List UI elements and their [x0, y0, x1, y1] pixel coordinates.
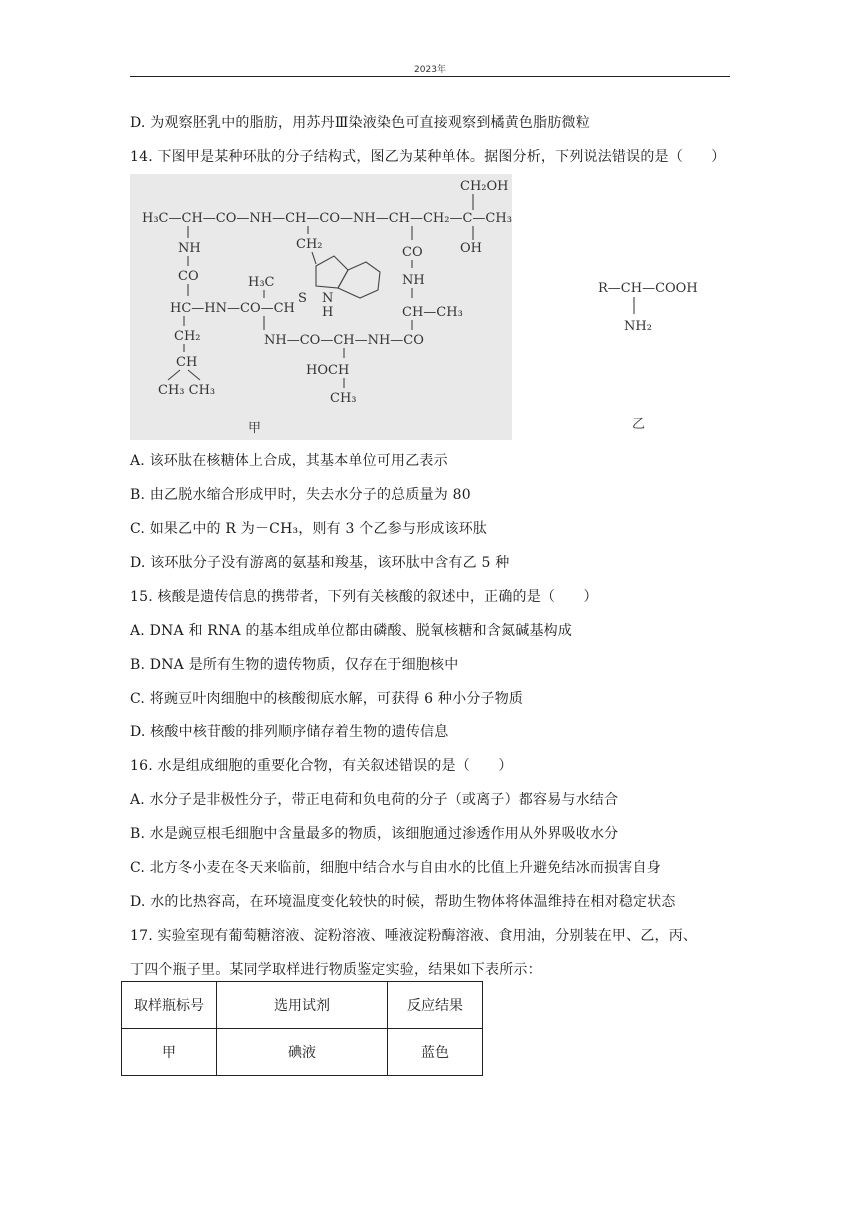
- q17-stem-line2: 丁四个瓶子里。某同学取样进行物质鉴定实验，结果如下表所示：: [130, 962, 542, 978]
- table-cell: 蓝色: [388, 1029, 483, 1076]
- table-cell: 碘液: [217, 1029, 388, 1076]
- q14-figure: [130, 174, 730, 442]
- q14-stem: 14. 下图甲是某种环肽的分子结构式，图乙为某种单体。据图分析，下列说法错误的是（ ）: [130, 149, 726, 165]
- q15-stem: 15. 核酸是遗传信息的携带者，下列有关核酸的叙述中，正确的是（ ）: [130, 589, 598, 605]
- formula-n-ring: N: [322, 291, 334, 306]
- q14-option-c: C. 如果乙中的 R 为－CH₃，则有 3 个乙参与形成该环肽: [130, 521, 488, 537]
- formula-ch-ch3-right: CH—CH₃: [402, 305, 463, 320]
- formula-ch2-left: CH₂: [174, 329, 201, 344]
- figure-jia-caption: 甲: [248, 421, 262, 436]
- formula-nh-right: NH: [402, 273, 425, 288]
- page-header-year: 2023年: [414, 65, 446, 75]
- q15-option-c: C. 将豌豆叶肉细胞中的核酸彻底水解，可获得 6 种小分子物质: [130, 691, 524, 707]
- q16-option-a: A. 水分子是非极性分子，带正电荷和负电荷的分子（或离子）都容易与水结合: [130, 792, 619, 808]
- q16-option-b: B. 水是豌豆根毛细胞中含量最多的物质，该细胞通过渗透作用从外界吸收水分: [130, 826, 619, 842]
- formula-h3c-mid: H₃C: [248, 275, 275, 290]
- q17-result-table: [121, 981, 483, 1076]
- q16-stem: 16. 水是组成细胞的重要化合物，有关叙述错误的是（ ）: [130, 758, 513, 774]
- formula-top-chain: H₃C—CH—CO—NH—CH—CO—NH—CH—CH₂—C—CH₃: [142, 211, 512, 226]
- formula-nh-left: NH: [178, 241, 201, 256]
- formula-co-left: CO: [178, 269, 199, 284]
- formula-co-right: CO: [402, 245, 423, 260]
- formula-ch3-bottom: CH₃: [330, 391, 357, 406]
- formula-h-ring: H: [322, 305, 334, 320]
- formula-bottom-chain: NH—CO—CH—NH—CO: [264, 333, 424, 348]
- q16-option-c: C. 北方冬小麦在冬天来临前，细胞中结合水与自由水的比值上升避免结冰而损害自身: [130, 860, 661, 876]
- figure-yi-caption: 乙: [632, 417, 646, 432]
- formula-ch2-mid: CH₂: [296, 237, 323, 252]
- table-header-cell: 反应结果: [388, 982, 483, 1029]
- formula-ch-left: CH: [176, 355, 198, 370]
- formula-hoch: HOCH: [306, 363, 350, 378]
- formula-oh: OH: [460, 241, 482, 256]
- table-cell: 甲: [122, 1029, 217, 1076]
- formula-hc-left: HC—HN—CO—CH: [170, 301, 295, 316]
- q15-option-d: D. 核酸中核苷酸的排列顺序储存着生物的遗传信息: [130, 724, 449, 740]
- formula-ch2oh: CH₂OH: [460, 179, 509, 194]
- cyclic-peptide-structure-image: [130, 174, 512, 440]
- q15-option-a: A. DNA 和 RNA 的基本组成单位都由磷酸、脱氧核糖和含氮碱基构成: [130, 623, 573, 639]
- amino-acid-monomer-image: [590, 270, 730, 440]
- formula-yi-nh2: NH₂: [624, 319, 652, 334]
- formula-yi-main: R—CH—COOH: [598, 281, 698, 296]
- q14-option-a: A. 该环肽在核糖体上合成，其基本单位可用乙表示: [130, 453, 448, 469]
- amino-acid-diagram: [590, 270, 730, 440]
- header-divider: [130, 76, 730, 77]
- formula-ch3-pair: CH₃ CH₃: [158, 383, 216, 398]
- q15-option-b: B. DNA 是所有生物的遗传物质，仅存在于细胞核中: [130, 657, 459, 673]
- formula-s: S: [298, 291, 307, 306]
- q16-option-d: D. 水的比热容高，在环境温度变化较快的时候，帮助生物体将体温维持在相对稳定状态: [130, 894, 676, 910]
- table-row: [122, 1029, 483, 1076]
- q14-option-d: D. 该环肽分子没有游离的氨基和羧基，该环肽中含有乙 5 种: [130, 555, 510, 571]
- table-header-row: [122, 982, 483, 1029]
- table-header-cell: 取样瓶标号: [122, 982, 217, 1029]
- q14-option-b: B. 由乙脱水缩合形成甲时，失去水分子的总质量为 80: [130, 487, 471, 503]
- table-header-cell: 选用试剂: [217, 982, 388, 1029]
- q17-stem-line1: 17. 实验室现有葡萄糖溶液、淀粉溶液、唾液淀粉酶溶液、食用油，分别装在甲、乙，丙、: [130, 928, 698, 944]
- cyclic-peptide-diagram: [130, 174, 512, 440]
- q13-option-d: D. 为观察胚乳中的脂肪，用苏丹Ⅲ染液染色可直接观察到橘黄色脂肪微粒: [130, 115, 590, 131]
